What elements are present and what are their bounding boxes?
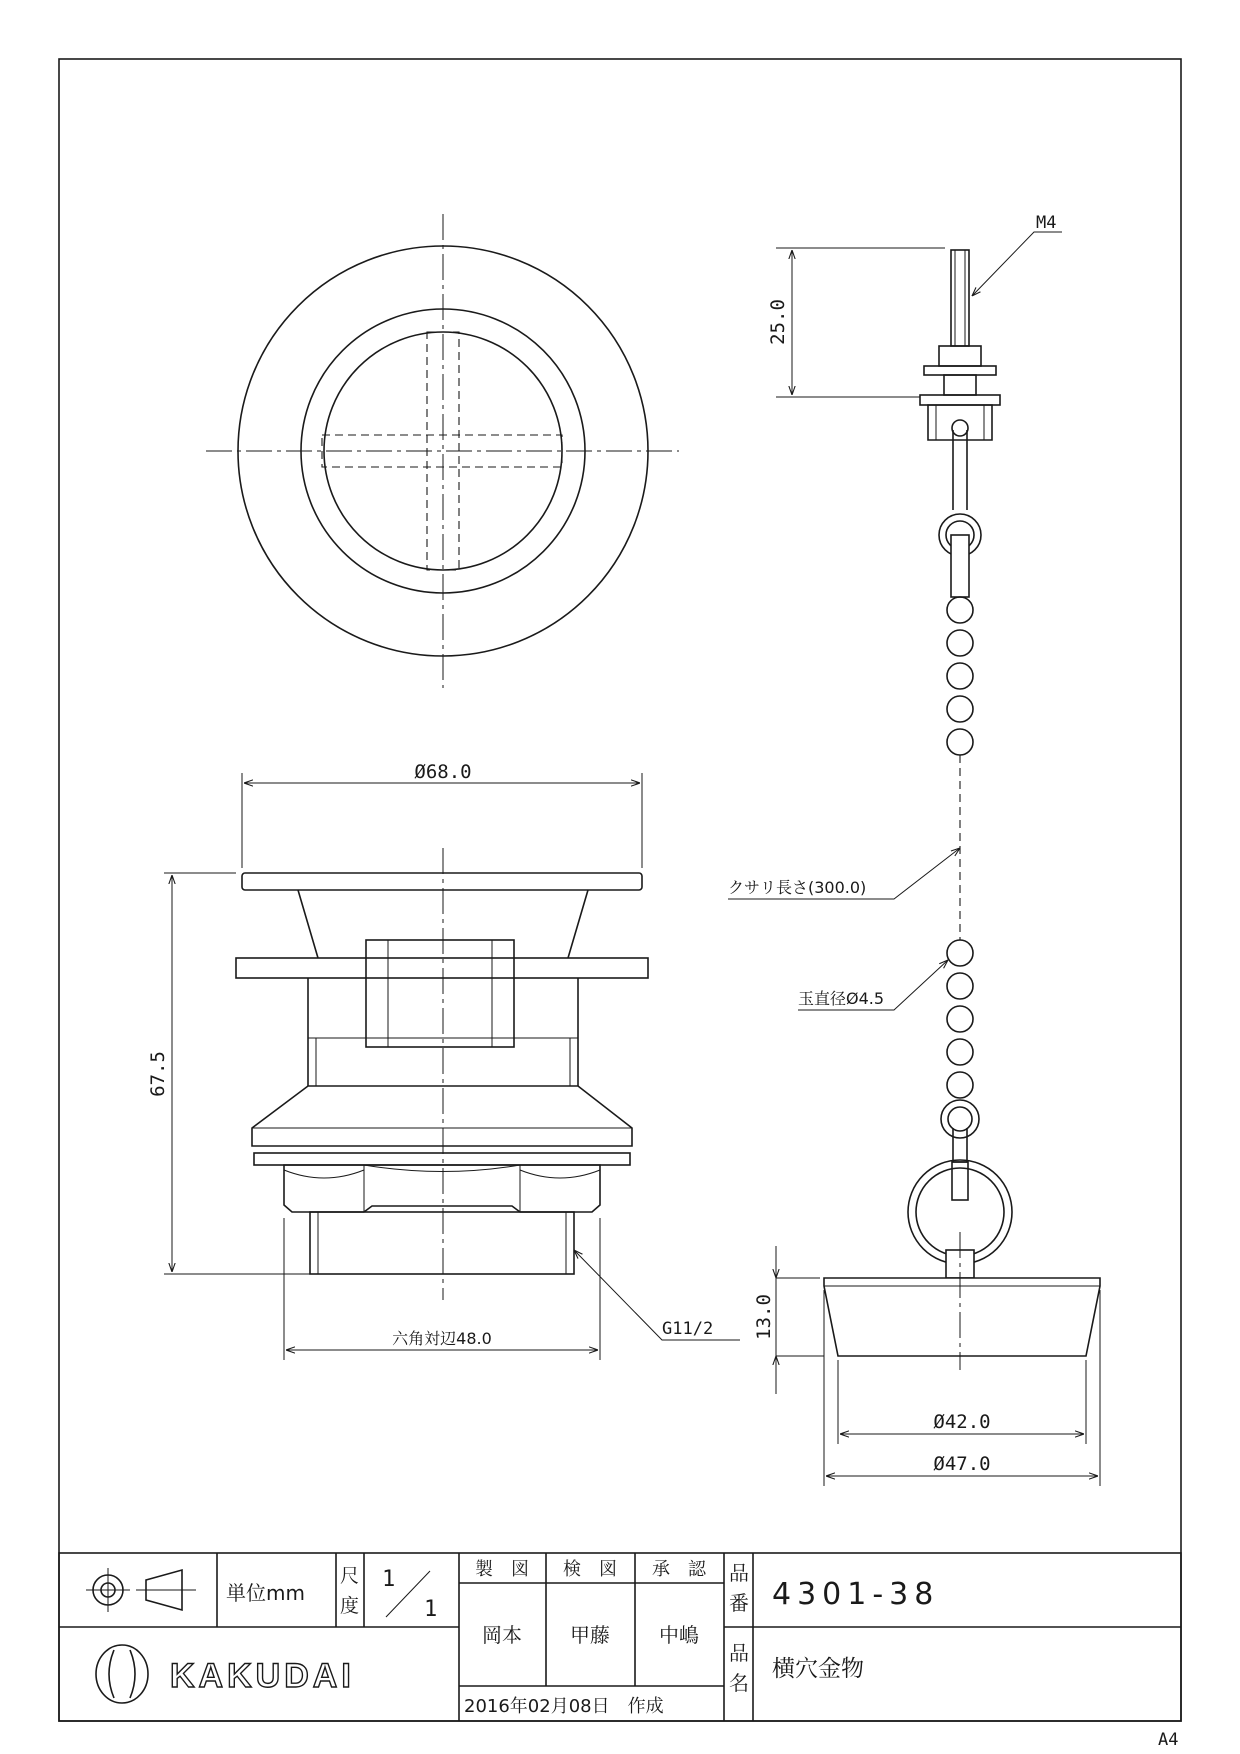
sheet-size: A4: [1158, 1730, 1179, 1750]
dim-25: 25.0: [767, 299, 789, 345]
scale-label-1: 尺: [340, 1565, 360, 1587]
part-no: 4301-38: [772, 1577, 940, 1612]
part-no-label-2: 番: [729, 1591, 749, 1615]
front-view: [236, 848, 648, 1300]
scale-denominator: 1: [424, 1597, 438, 1622]
part-name: 横穴金物: [772, 1656, 864, 1682]
chain-view: [824, 250, 1100, 1370]
third-angle-projection-icon: [86, 1568, 196, 1612]
unit-label: 単位mm: [226, 1581, 305, 1605]
date-text: 2016年02月08日 作成: [464, 1696, 664, 1717]
dim-ball-dia: 玉直径Ø4.5: [798, 989, 885, 1008]
dim-m4: M4: [1036, 213, 1057, 233]
made-label: 製 図: [475, 1559, 529, 1580]
part-name-label-1: 品: [729, 1641, 749, 1665]
dim-hex-48: 六角対辺48.0: [392, 1329, 492, 1348]
part-name-label-2: 名: [729, 1671, 749, 1695]
scale-numerator: 1: [382, 1567, 396, 1592]
checked-by: 甲藤: [570, 1623, 610, 1647]
dim-dia-68: Ø68.0: [414, 761, 472, 783]
approved-by: 中嶋: [659, 1623, 699, 1647]
front-view-dimensions: [164, 773, 740, 1360]
dim-dia-47: Ø47.0: [933, 1453, 991, 1475]
top-view: [206, 214, 679, 688]
check-label: 検 図: [563, 1559, 617, 1580]
scale-label-2: 度: [340, 1595, 360, 1617]
dim-67-5: 67.5: [147, 1051, 169, 1097]
kakudai-logo-icon: [96, 1645, 148, 1703]
dim-13: 13.0: [753, 1294, 775, 1340]
approve-label: 承 認: [652, 1559, 706, 1580]
part-no-label-1: 品: [729, 1561, 749, 1585]
dim-thread: G11/2: [662, 1319, 714, 1339]
brand-name: KAKUDAI: [170, 1657, 355, 1695]
dim-dia-42: Ø42.0: [933, 1411, 991, 1433]
dim-chain-length: クサリ長さ(300.0): [728, 878, 867, 897]
made-by: 岡本: [482, 1623, 522, 1647]
